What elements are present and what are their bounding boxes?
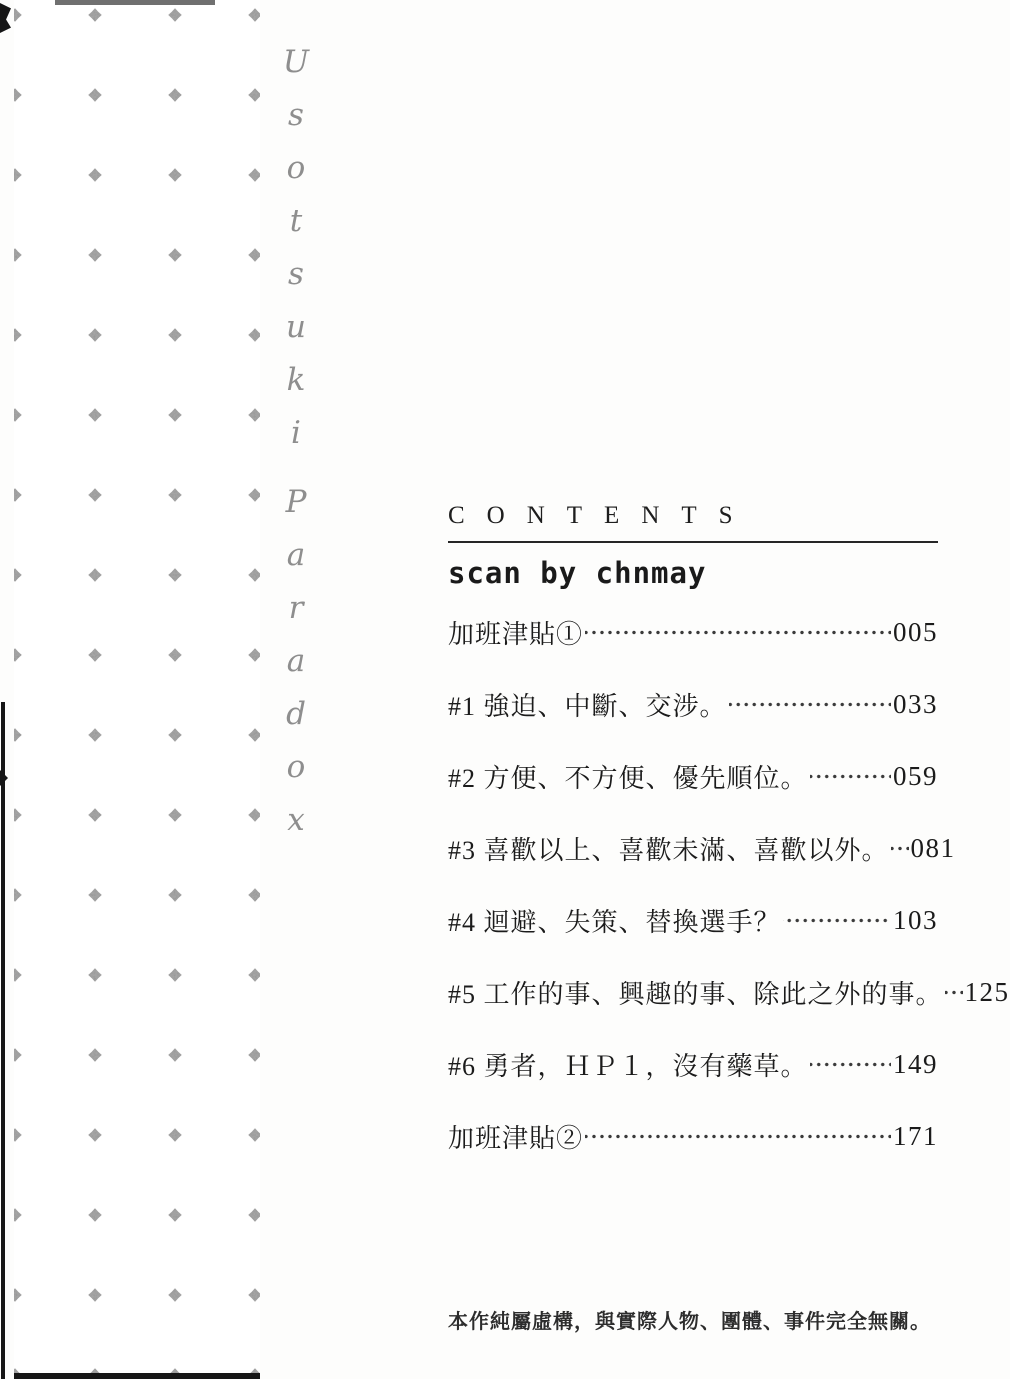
chapter-row: [448, 884, 938, 956]
chapter-title: #6 勇者，ＨＰ１，沒有藥草。: [448, 1051, 808, 1081]
chapter-title: #3 喜歡以上、喜歡未滿、喜歡以外。: [448, 835, 889, 865]
dot-leader: [729, 702, 891, 707]
chapter-row: [448, 956, 1010, 1028]
vertical-title-letter: t: [289, 203, 303, 239]
chapter-page-number: 081: [910, 832, 956, 863]
scan-credit: scan by chnmay: [448, 556, 707, 590]
chapter-row: [448, 1100, 938, 1172]
vertical-title-letter: i: [291, 415, 301, 451]
dot-leader: [585, 1134, 891, 1139]
chapter-title: #1 強迫、中斷、交涉。: [448, 691, 727, 721]
decorative-pattern-strip: [14, 0, 260, 1379]
chapter-page-number: 103: [893, 904, 938, 935]
vertical-title-letter: o: [286, 150, 306, 186]
chapter-page-number: 033: [893, 688, 938, 719]
series-title-vertical: [270, 36, 322, 847]
scan-artifact-left-line: [1, 702, 5, 1379]
chapter-title: #4 迴避、失策、替換選手？: [448, 907, 781, 937]
vertical-title-letter: d: [286, 696, 306, 732]
chapter-row: [448, 1028, 938, 1100]
scan-artifact-top-edge: [55, 0, 215, 5]
chapter-page-number: 149: [893, 1048, 938, 1079]
vertical-title-letter: P: [285, 484, 307, 520]
vertical-title-letter: U: [282, 44, 310, 80]
vertical-title-letter: x: [287, 802, 305, 838]
vertical-title-letter: s: [288, 256, 304, 292]
vertical-title-letter: r: [288, 590, 304, 626]
chapter-title: 加班津貼②: [448, 1123, 584, 1153]
dot-leader: [891, 846, 909, 851]
dot-leader: [945, 990, 963, 995]
dot-leader: [783, 918, 891, 923]
vertical-title-letter: a: [286, 537, 306, 573]
vertical-title-letter: o: [286, 749, 306, 785]
vertical-title-letter: k: [286, 362, 306, 398]
chapter-list: [448, 596, 1010, 1172]
dot-leader: [810, 774, 891, 779]
chapter-title: 加班津貼①: [448, 619, 584, 649]
dot-leader: [810, 1062, 891, 1067]
chapter-page-number: 171: [893, 1120, 938, 1151]
dot-leader: [585, 630, 891, 635]
vertical-title-letter: a: [286, 643, 306, 679]
chapter-page-number: 005: [893, 616, 938, 647]
contents-heading: CONTENTS: [448, 502, 938, 543]
chapter-row: [448, 812, 956, 884]
scan-artifact-bottom-bar: [14, 1373, 260, 1379]
vertical-title-letter: s: [288, 97, 304, 133]
vertical-title-letter: u: [286, 309, 306, 345]
fiction-disclaimer: 本作純屬虛構，與實際人物、團體、事件完全無關。: [448, 1311, 931, 1333]
scan-artifact-corner: [0, 3, 11, 33]
chapter-row: [448, 740, 938, 812]
chapter-row: [448, 596, 938, 668]
chapter-title: #5 工作的事、興趣的事、除此之外的事。: [448, 979, 943, 1009]
chapter-row: [448, 668, 938, 740]
overlapping-circles-pattern: [14, 0, 260, 1379]
vertical-title-word-gap: [270, 460, 322, 476]
chapter-page-number: 125: [964, 976, 1010, 1007]
chapter-page-number: 059: [893, 760, 938, 791]
chapter-title: #2 方便、不方便、優先順位。: [448, 763, 808, 793]
